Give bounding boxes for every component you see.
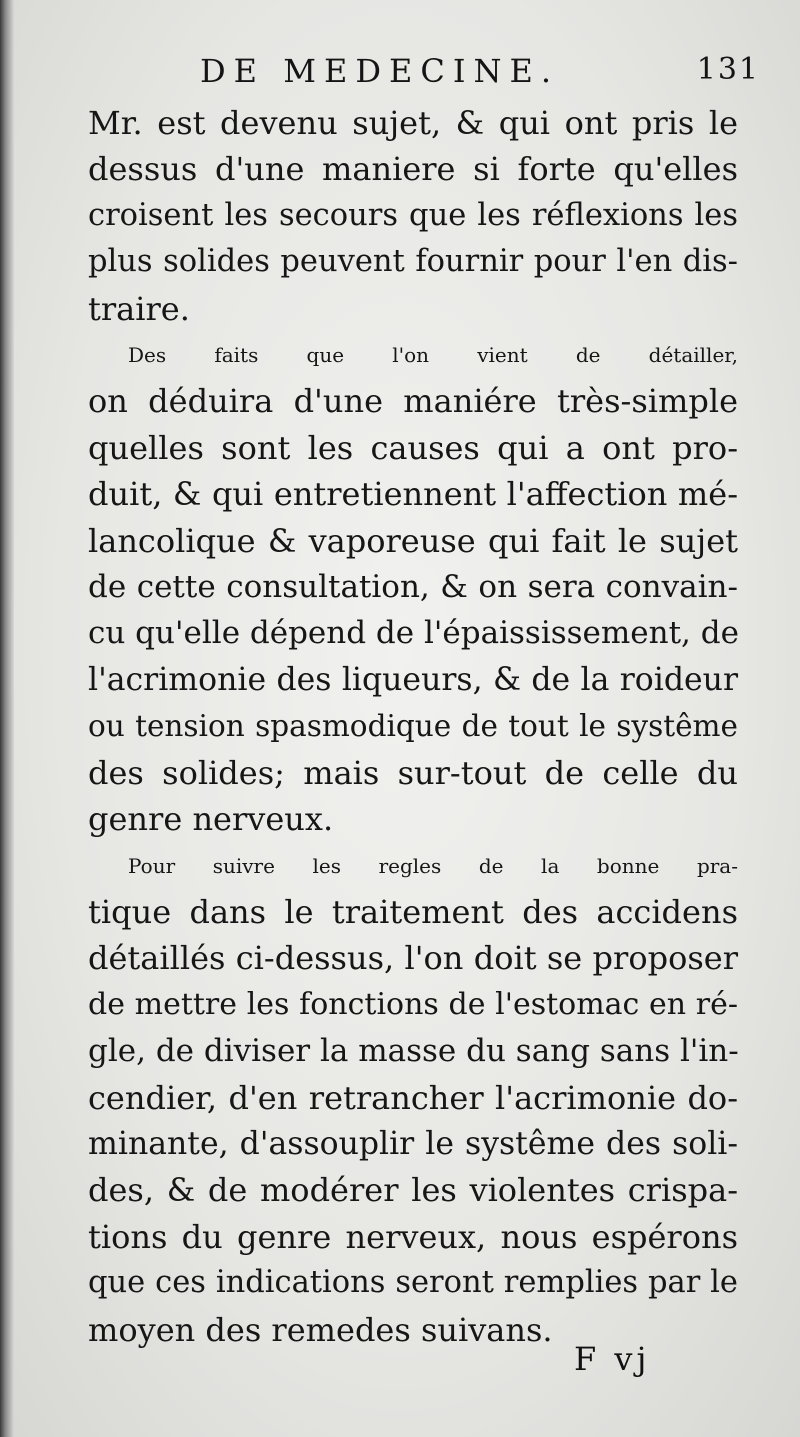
text-line: on déduira d'une maniére très-simple [88, 382, 738, 421]
text-line: minante, d'assouplir le systême des soli- [88, 1125, 738, 1162]
text-line: gle, de diviser la masse du sang sans l'in- [88, 1033, 739, 1070]
text-line: ou tension spasmodique de tout le systême [88, 709, 738, 744]
text-line: traire. [88, 289, 190, 328]
text-line: des solides; mais sur-tout de celle du [88, 753, 738, 792]
text-line: des, & de modérer les violentes crispa- [88, 1171, 738, 1210]
text-line: duit, & qui entretiennent l'affection mé- [88, 475, 738, 514]
text-line: de mettre les fonctions de l'estomac en ré- [88, 986, 738, 1022]
text-line: quelles sont les causes qui a ont pro- [88, 428, 738, 467]
text-line: lancolique & vaporeuse qui fait le sujet [88, 521, 738, 560]
text-line: dessus d'une maniere si forte qu'elles [88, 150, 738, 189]
text-line: l'acrimonie des liqueurs, & de la roideur [88, 661, 738, 698]
text-line: de cette consultation, & on sera convain- [88, 569, 738, 606]
text-line: détaillés ci-dessus, l'on doit se proposer [88, 939, 738, 978]
text-line: cendier, d'en retrancher l'acrimonie do- [88, 1078, 738, 1117]
text-line: plus solides peuvent fournir pour l'en dis- [88, 244, 738, 280]
paragraph-1 [88, 100, 738, 332]
text-line: Des faits que l'on vient de détailler, [128, 343, 738, 368]
page-header [200, 52, 760, 102]
page-gutter-shadow [0, 0, 14, 1437]
text-line: que ces indications seront remplies par le [88, 1265, 738, 1301]
text-line: croisent les secours que les réflexions les [88, 197, 738, 233]
text-line: moyen des remedes suivans. [88, 1310, 553, 1349]
text-line: tions du genre nerveux, nous espérons [88, 1217, 738, 1256]
text-line: tique dans le traitement des accidens [88, 892, 738, 931]
text-line: genre nerveux. [88, 800, 334, 839]
paragraph-2 [88, 332, 738, 842]
text-line: Mr. est devenu sujet, & qui ont pris le [88, 104, 738, 142]
body-text [88, 100, 738, 1353]
running-title: DE MEDECINE. [200, 52, 559, 90]
paragraph-3 [88, 843, 738, 1353]
text-line: Pour suivre les regles de la bonne pra- [128, 853, 738, 878]
signature-mark: F vj [574, 1340, 651, 1378]
text-line: cu qu'elle dépend de l'épaississement, de [88, 615, 739, 652]
page-number: 131 [696, 52, 760, 87]
